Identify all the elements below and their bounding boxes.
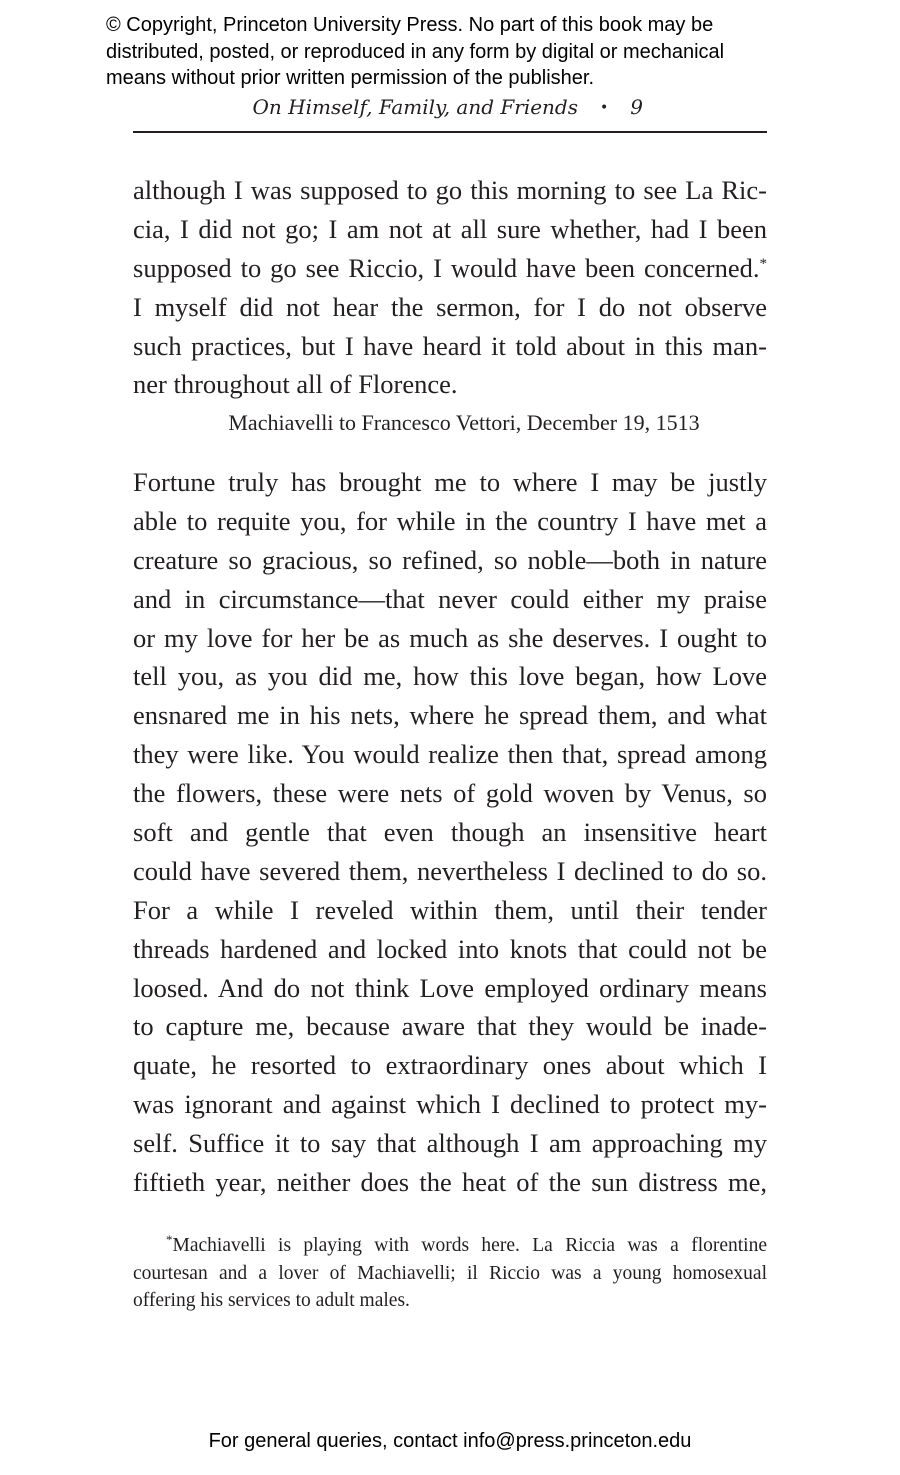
text-line: quate, he resorted to extraordinary ones about which I xyxy=(133,1050,767,1081)
footnote xyxy=(133,1232,767,1315)
running-title: On Himself, Family, and Friends xyxy=(252,95,578,119)
text-line: cia, I did not go; I am not at all sure whether, had I been xyxy=(133,213,767,244)
text-line: could have severed them, nevertheless I declined to do so. xyxy=(133,855,767,886)
text-line: ensnared me in his nets, where he spread them, and what xyxy=(133,700,767,731)
text-line: Fortune truly has brought me to where I may be justly xyxy=(133,467,767,497)
text-line: threads hardened and locked into knots that could not be xyxy=(133,933,767,964)
text-line: they were like. You would realize then that, spread among xyxy=(133,739,767,770)
letter-2-text xyxy=(133,463,767,1202)
text-line: such practices, but I have heard it told about in this man- xyxy=(133,330,767,361)
copyright-line: © Copyright, Princeton University Press. No part of this book may be xyxy=(106,14,714,36)
text-line: soft and gentle that even though an insensitive heart xyxy=(133,817,767,848)
text-line: I myself did not hear the sermon, for I do not observe xyxy=(133,291,767,322)
text-line: self. Suffice it to say that although I am approaching my xyxy=(133,1128,767,1159)
letter-1-text xyxy=(133,171,767,404)
text-line: ner throughout all of Florence. xyxy=(133,369,458,400)
text-line: and in circumstance—that never could either my praise xyxy=(133,583,767,614)
text-line: was ignorant and against which I declined to protect my- xyxy=(133,1089,767,1120)
text-line: although I was supposed to go this morning to see La Ric- xyxy=(133,175,767,205)
contact-footer: For general queries, contact info@press.princeton.edu xyxy=(208,1430,692,1452)
copyright-notice xyxy=(106,12,826,92)
letter-attribution: Machiavelli to Francesco Vettori, December 19, 1513 xyxy=(228,410,700,435)
footnote-line xyxy=(133,1232,767,1260)
text-line: or my love for her be as much as she deserves. I ought to xyxy=(133,622,767,653)
copyright-line: means without prior written permission of the publisher. xyxy=(106,67,595,89)
running-head xyxy=(133,93,643,122)
header-rule xyxy=(133,131,767,133)
text-line: creature so gracious, so refined, so noble—both in nature xyxy=(133,544,767,575)
text-line: the flowers, these were nets of gold woven by Venus, so xyxy=(133,778,767,809)
text-line: to capture me, because aware that they would be inade- xyxy=(133,1011,767,1042)
text-line: fiftieth year, neither does the heat of the sun distress me, xyxy=(133,1167,767,1198)
footnote-marker: * xyxy=(166,1232,173,1247)
text-line: able to requite you, for while in the country I have met a xyxy=(133,505,767,536)
page-number: 9 xyxy=(630,95,643,119)
footnote-line: offering his services to adult males. xyxy=(133,1290,410,1311)
text-line: For a while I reveled within them, until their tender xyxy=(133,894,767,925)
header-separator: • xyxy=(600,100,609,116)
footnote-reference: * xyxy=(759,255,767,272)
text-line: loosed. And do not think Love employed ordinary means xyxy=(133,972,767,1003)
footnote-line: courtesan and a lover of Machiavelli; il Riccio was a young homosexual xyxy=(133,1262,767,1284)
copyright-line: distributed, posted, or reproduced in any form by digital or mechanical xyxy=(106,40,725,63)
footnote-line-content: Machiavelli is playing with words here. La Riccia was a florentine xyxy=(172,1235,767,1256)
text-line-content: supposed to go see Riccio, I would have been concerned. xyxy=(133,252,760,283)
text-line: tell you, as you did me, how this love began, how Love xyxy=(133,661,767,692)
text-line xyxy=(133,249,767,288)
